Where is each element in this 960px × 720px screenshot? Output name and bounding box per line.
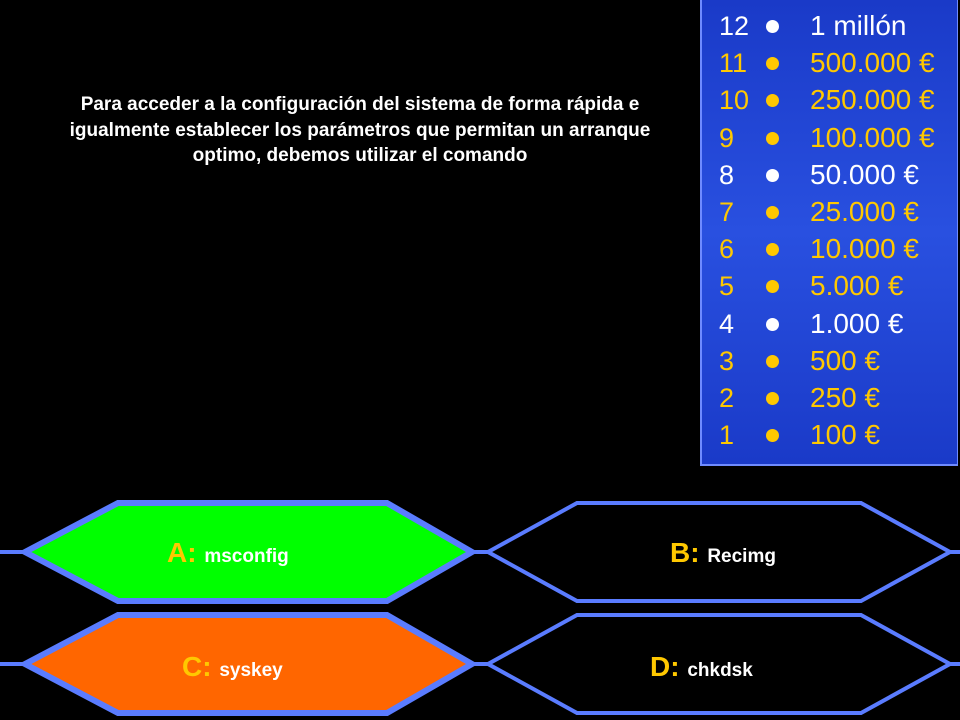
- ladder-level: 11: [719, 48, 748, 79]
- ladder-level: 1: [719, 420, 735, 451]
- ladder-amount: 50.000 €: [810, 158, 919, 190]
- ladder-level: 9: [719, 122, 735, 153]
- ladder-amount: 25.000 €: [810, 196, 919, 227]
- ladder-amount: 5.000 €: [810, 270, 904, 302]
- answer-b-text: Recimg: [707, 546, 776, 567]
- question-text: Para acceder a la configuración del sistema de forma rápida e igualmente establecer los parámetros que permitan un arranque optimo, debemos utilizar el comando: [69, 94, 651, 167]
- answer-b-label[interactable]: [670, 537, 776, 569]
- answer-b-letter: B:: [670, 537, 700, 568]
- ladder-amount: 500 €: [810, 344, 881, 376]
- answer-d-label[interactable]: [650, 651, 753, 683]
- ladder-amount: 10.000 €: [810, 233, 919, 265]
- ladder-amount: 250 €: [810, 382, 881, 413]
- answer-a-label[interactable]: [167, 537, 289, 569]
- answer-c-label[interactable]: [182, 651, 283, 683]
- ladder-level: 3: [719, 345, 735, 376]
- ladder-level: 10: [719, 85, 750, 116]
- ladder-level: 5: [719, 271, 735, 302]
- ladder-amount: 250.000 €: [810, 84, 935, 116]
- ladder-level: 6: [719, 234, 735, 265]
- ladder-level: 4: [719, 308, 735, 339]
- ladder-level: 8: [719, 159, 735, 190]
- answer-d-letter: D:: [650, 651, 680, 682]
- answer-a-text: msconfig: [204, 546, 289, 567]
- answer-a-letter: A:: [167, 537, 197, 568]
- ladder-amount: 100 €: [810, 419, 881, 451]
- ladder-amount: 1 millón: [810, 10, 907, 41]
- answer-c-letter: C:: [182, 651, 212, 682]
- answer-c-text: syskey: [219, 660, 283, 681]
- answer-d-text: chkdsk: [687, 660, 753, 681]
- ladder-amount: 1.000 €: [810, 307, 904, 339]
- ladder-amount: 500.000 €: [810, 47, 935, 79]
- ladder-level: 7: [719, 197, 735, 227]
- ladder-level: 2: [719, 383, 735, 413]
- ladder-amount: 100.000 €: [810, 121, 935, 153]
- ladder-level: 12: [719, 11, 750, 41]
